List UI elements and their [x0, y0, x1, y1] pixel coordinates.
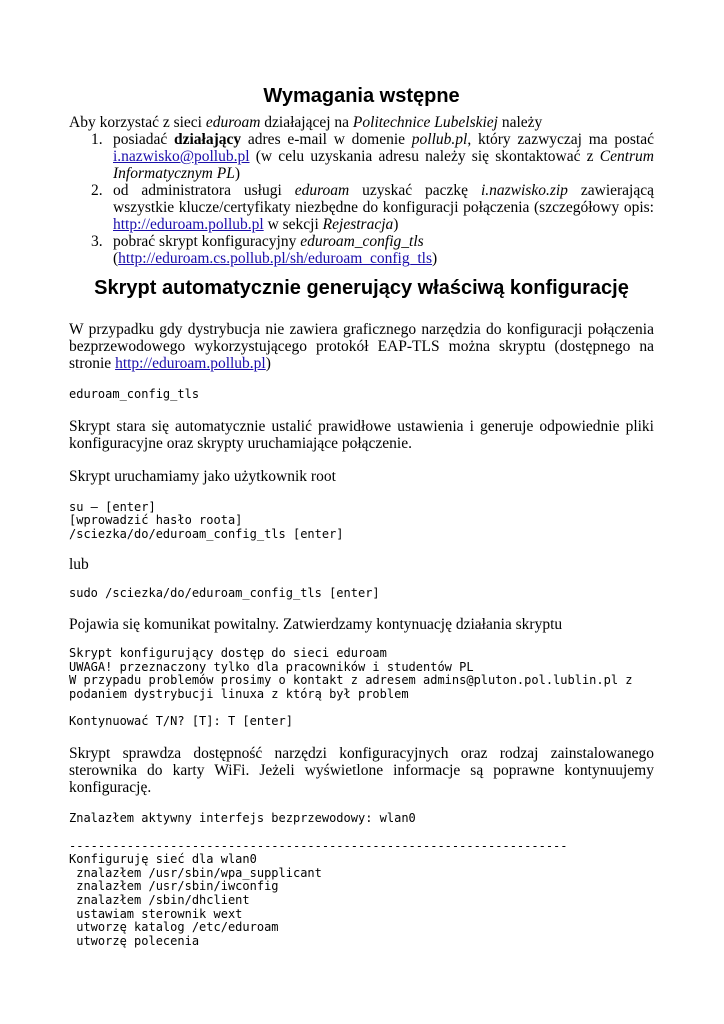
text: od administratora usługi: [113, 182, 295, 199]
text: adres e-mail w domenie: [241, 131, 412, 148]
text: ): [393, 216, 399, 233]
paragraph: Skrypt uruchamiamy jako użytkownik root: [69, 467, 336, 485]
text: ): [234, 165, 240, 182]
intro-text: należy: [497, 114, 543, 131]
center-name: Centrum Informatycznym PL: [113, 148, 654, 182]
paragraph-intro-script: [69, 321, 654, 372]
code-block: sudo /sciezka/do/eduroam_config_tls [enter]: [69, 586, 380, 601]
domain-text: pollub.pl: [411, 131, 468, 148]
eduroam-link[interactable]: http://eduroam.pollub.pl: [115, 355, 266, 372]
text: zawierającą wszystkie klucze/certyfikaty niezbędne do konfiguracji połączenia (szczegółowy opis:: [113, 182, 654, 216]
list-number: 2.: [91, 182, 103, 199]
heading-script: Skrypt automatycznie generujący właściwą konfigurację: [94, 277, 629, 299]
text: (w celu uzyskania adresu należy się skontaktować z: [249, 148, 600, 165]
code-block: --------------------------------------------------------------------- Konfiguruję sieć dla wlan0 znalazłem /usr/sbin/wpa_supplicant znalazłem /usr/sbin/iwconfig znalazłem /sbin/dhclient ustawiam sterownik wext utworzę katalog /etc/eduroam utworzę polecenia: [69, 838, 568, 948]
italic-text: eduroam_config_tls: [300, 233, 424, 250]
bold-text: działający: [173, 131, 242, 148]
paragraph: lub: [69, 556, 89, 574]
paragraph: Skrypt sprawdza dostępność narzędzi konfiguracyjnych oraz rodzaj zainstalowanego sterownika do karty WiFi. Jeżeli wyświetlone informacje są poprawne kontynuujemy konfigurację.: [69, 744, 654, 796]
requirement-item: [91, 131, 655, 182]
italic-text: Rejestracja: [322, 216, 394, 233]
intro-eduroam: eduroam: [205, 114, 261, 131]
paragraph: Pojawia się komunikat powitalny. Zatwierdzamy kontynuację działania skryptu: [69, 615, 563, 633]
code-block: Kontynuować T/N? [T]: T [enter]: [69, 714, 293, 729]
text: pobrać skrypt konfiguracyjny: [113, 233, 301, 250]
text: ): [432, 250, 438, 267]
list-number: 3.: [91, 233, 103, 250]
eduroam-link[interactable]: http://eduroam.pollub.pl: [113, 216, 264, 233]
intro-text: Aby korzystać z sieci: [69, 114, 206, 131]
paragraph: Skrypt stara się automatycznie ustalić prawidłowe ustawienia i generuje odpowiednie pliki konfiguracyjne oraz skrypty uruchamiające połączenie.: [69, 417, 654, 452]
list-number: 1.: [91, 131, 103, 148]
code-block: eduroam_config_tls: [69, 387, 200, 401]
text: W przypadku gdy dystrybucja nie zawiera graficznego narzędzia do konfiguracji połączenia bezprzewodowego wykorzystującego protokół EAP-TLS można skryptu (dostępnego na stronie: [69, 321, 654, 372]
italic-text: i.nazwisko.zip: [480, 182, 568, 199]
requirement-item: [91, 233, 654, 267]
code-block: su – [enter] [wprowadzić hasło roota] /sciezka/do/eduroam_config_tls [enter]: [69, 499, 344, 541]
text: ): [265, 355, 271, 372]
intro-paragraph: [69, 114, 654, 131]
text: posiadać: [113, 131, 174, 148]
text: (: [113, 250, 119, 267]
requirement-item: [91, 182, 654, 233]
code-block: Znalazłem aktywny interfejs bezprzewodowy: wlan0: [69, 810, 416, 825]
italic-text: eduroam: [294, 182, 350, 199]
script-download-link[interactable]: http://eduroam.cs.pollub.pl/sh/eduroam_config_tls: [118, 250, 433, 267]
text: w sekcji: [263, 216, 323, 233]
text: , który zazwyczaj ma postać: [467, 131, 655, 148]
text: uzyskać paczkę: [349, 182, 481, 199]
intro-text: działającej na: [260, 114, 353, 131]
code-block: Skrypt konfigurujący dostęp do sieci eduroam UWAGA! przeznaczony tylko dla pracowników i studentów PL W przypadu problemów prosimy o kontakt z adresem admins@pluton.pol.lublin.pl z podaniem dystrybucji linuxa z którą był problem: [69, 645, 633, 701]
email-link[interactable]: i.nazwisko@pollub.pl: [113, 148, 250, 165]
heading-requirements: Wymagania wstępne: [263, 85, 460, 107]
requirements-list: [69, 131, 654, 267]
intro-university: Politechnice Lubelskiej: [352, 114, 498, 131]
